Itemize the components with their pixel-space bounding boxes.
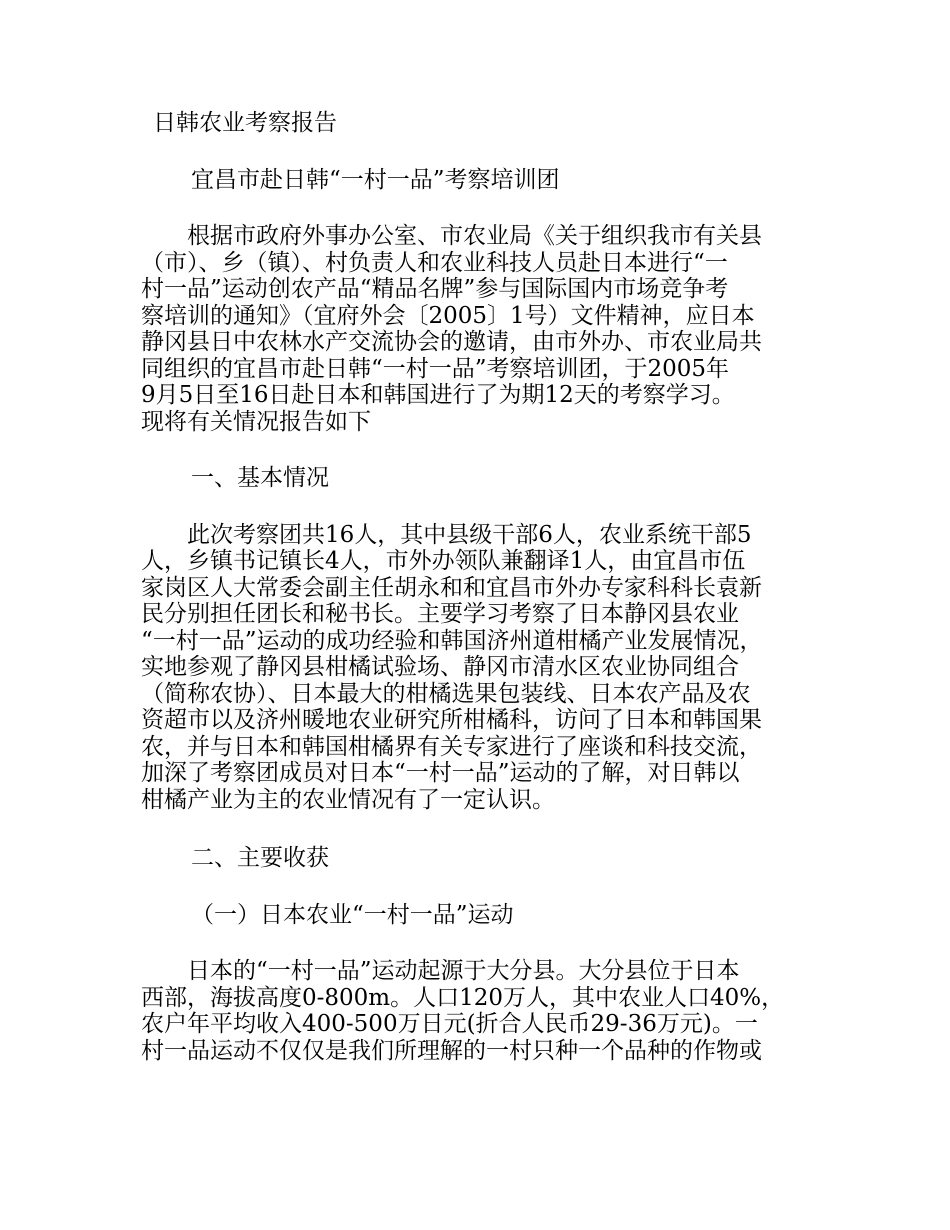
paragraph-line: （市）、乡（镇）、村负责人和农业科技人员赴日本进行“一 — [141, 249, 728, 276]
paragraph-line: 农户年平均收入400-500万日元(折合人民币29-36万元)。一 — [141, 1011, 758, 1037]
paragraph-line: 根据市政府外事办公室、市农业局《关于组织我市有关县 — [141, 223, 762, 249]
section-heading: 一、基本情况 — [191, 465, 329, 491]
paragraph-line: 实地参观了静冈县柑橘试验场、静冈市清水区农业协同组合 — [141, 654, 739, 680]
paragraph-line: 现将有关情况报告如下 — [141, 408, 371, 435]
paragraph-line: 此次考察团共16人，其中县级干部6人，农业系统干部5 — [141, 521, 752, 548]
paragraph-line: 同组织的宜昌市赴日韩“一村一品”考察培训团，于2005年 — [141, 355, 730, 382]
paragraph-line: 村一品运动不仅仅是我们所理解的一村只种一个品种的作物或 — [141, 1037, 762, 1064]
paragraph-line: 民分别担任团长和秘书长。主要学习考察了日本静冈县农业 — [141, 601, 739, 627]
paragraph-line: 加深了考察团成员对日本“一村一品”运动的了解，对日韩以 — [141, 760, 740, 786]
intro-paragraph — [141, 223, 831, 435]
document-page — [141, 110, 831, 1064]
paragraph-line: 人，乡镇书记镇长4人，市外办领队兼翻译1人，由宜昌市伍 — [141, 548, 746, 574]
paragraph-line: 农，并与日本和韩国柑橘界有关专家进行了座谈和科技交流， — [141, 733, 762, 760]
paragraph-line: 日本的“一村一品”运动起源于大分县。大分县位于日本 — [141, 958, 740, 984]
subsection-heading: （一）日本农业“一村一品”运动 — [191, 901, 514, 928]
section-heading: 二、主要收获 — [191, 845, 329, 871]
document-author: 宜昌市赴日韩“一村一品”考察培训团 — [191, 166, 560, 193]
paragraph-line: 察培训的通知》（宜府外会〔2005〕1号）文件精神，应日本 — [141, 302, 755, 329]
paragraph-line: 柑橘产业为主的农业情况有了一定认识。 — [141, 786, 555, 813]
paragraph-line: “一村一品”运动的成功经验和韩国济州道柑橘产业发展情况， — [141, 627, 763, 654]
paragraph-line: 资超市以及济州暖地农业研究所柑橘科，访问了日本和韩国果 — [141, 707, 762, 733]
document-title: 日韩农业考察报告 — [153, 110, 337, 136]
paragraph-line: 村一品”运动创农产品“精品名牌”参与国际国内市场竞争考 — [141, 276, 729, 302]
paragraph-line: 9月5日至16日赴日本和韩国进行了为期12天的考察学习。 — [141, 382, 735, 408]
paragraph-line: 家岗区人大常委会副主任胡永和和宜昌市外办专家科科长袁新 — [141, 574, 762, 601]
paragraph-line: 西部，海拔高度0-800m。人口120万人，其中农业人口40%， — [141, 984, 785, 1011]
paragraph-line: （简称农协）、日本最大的柑橘选果包装线、日本农产品及农 — [141, 680, 751, 707]
paragraph-line: 静冈县日中农林水产交流协会的邀请，由市外办、市农业局共 — [141, 329, 762, 355]
subsection1-paragraph — [141, 958, 831, 1064]
section1-paragraph — [141, 522, 831, 814]
